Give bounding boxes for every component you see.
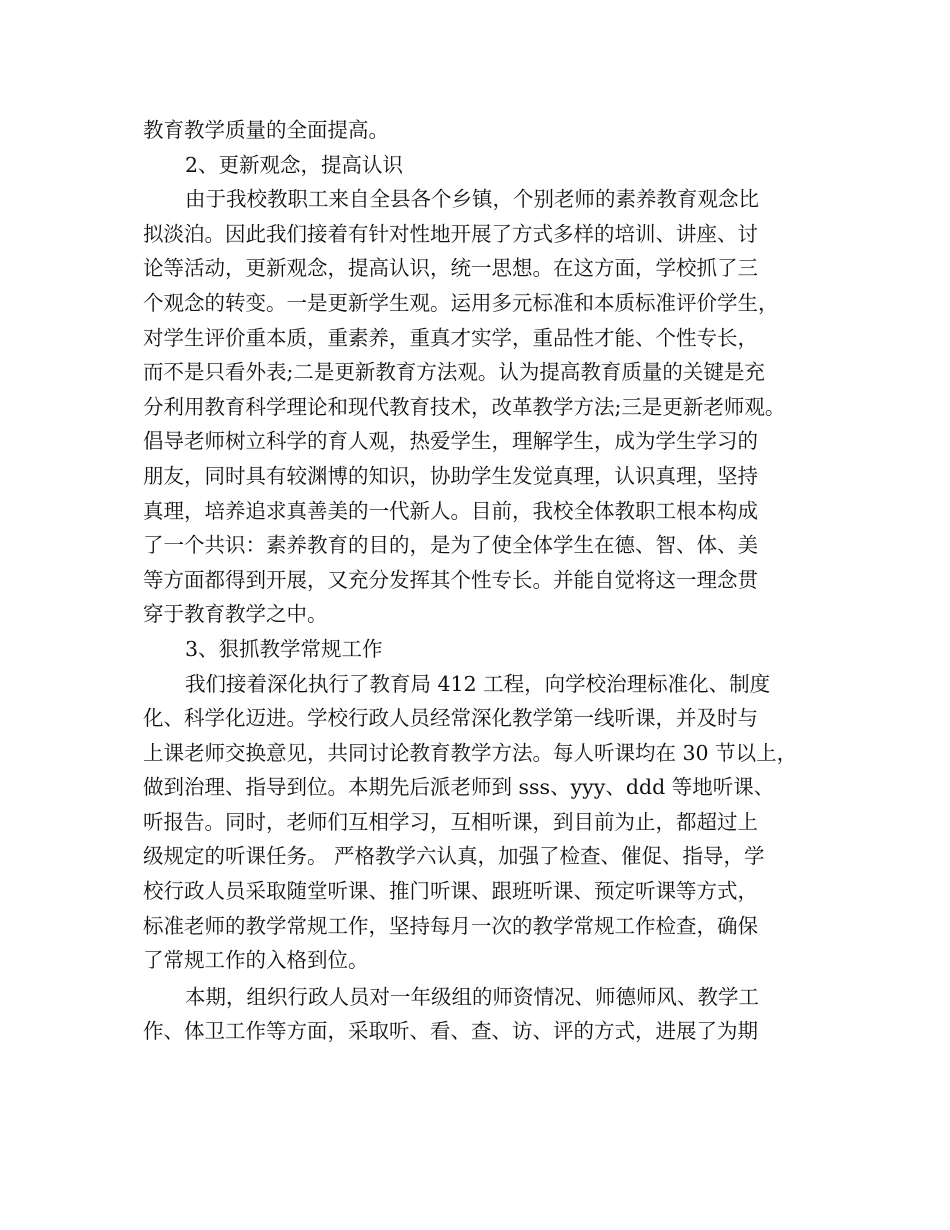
paragraph-first-line: 本期，组织行政人员对一年级组的师资情况、师德师风、教学工 [185, 984, 759, 1009]
paragraph-first-line: 由于我校教职工来自全县各个乡镇，个别老师的素养教育观念比 [185, 187, 759, 212]
text-line: 作、体卫工作等方面，采取听、看、查、访、评的方式，进展了为期 [143, 1019, 758, 1044]
text-line: 而不是只看外表;二是更新教育方法观。认为提高教育质量的关键是充 [143, 360, 765, 385]
text-line: 论等活动，更新观念，提高认识，统一思想。在这方面，学校抓了三 [143, 256, 758, 281]
text-line: 真理，培养追求真善美的一代新人。目前，我校全体教职工根本构成 [143, 498, 758, 523]
text-line: 朋友，同时具有较渊博的知识，协助学生发觉真理，认识真理，坚持 [143, 463, 758, 488]
section-heading: 3、狠抓教学常规工作 [185, 636, 383, 661]
text-line: 了常规工作的入格到位。 [143, 948, 369, 973]
section-heading: 2、更新观念，提高认识 [185, 152, 404, 177]
text-line: 级规定的听课任务。 严格教学六认真，加强了检查、催促、指导，学 [143, 844, 765, 869]
text-line: 教育教学质量的全面提高。 [143, 118, 389, 142]
text-line: 上课老师交换意见，共同讨论教育教学方法。每人听课均在 30 节以上， [143, 740, 798, 765]
text-line: 了一个共识：素养教育的目的，是为了使全体学生在德、智、体、美 [143, 533, 758, 558]
text-line: 倡导老师树立科学的育人观，热爱学生，理解学生，成为学生学习的 [143, 429, 758, 454]
text-line: 拟淡泊。因此我们接着有针对性地开展了方式多样的培训、讲座、讨 [143, 221, 758, 246]
text-line: 等方面都得到开展，又充分发挥其个性专长。并能自觉将这一理念贯 [143, 567, 758, 592]
text-line: 穿于教育教学之中。 [143, 602, 328, 627]
text-line: 做到治理、指导到位。本期先后派老师到 sss、yyy、ddd 等地听课、 [143, 775, 775, 800]
text-line: 听报告。同时，老师们互相学习，互相听课，到目前为止，都超过上 [143, 809, 758, 834]
text-line: 标准老师的教学常规工作，坚持每月一次的教学常规工作检查，确保 [143, 913, 758, 938]
paragraph-first-line: 我们接着深化执行了教育局 412 工程，向学校治理标准化、制度 [185, 671, 771, 696]
text-line: 化、科学化迈进。学校行政人员经常深化教学第一线听课，并及时与 [143, 706, 758, 731]
text-line: 对学生评价重本质，重素养，重真才实学，重品性才能、个性专长， [143, 325, 758, 350]
text-line: 校行政人员采取随堂听课、推门听课、跟班听课、预定听课等方式， [143, 879, 758, 904]
text-line: 个观念的转变。一是更新学生观。运用多元标准和本质标准评价学生， [143, 290, 779, 315]
document-body [143, 113, 823, 1049]
text-line: 分利用教育科学理论和现代教育技术，改革教学方法;三是更新老师观。 [143, 394, 786, 419]
